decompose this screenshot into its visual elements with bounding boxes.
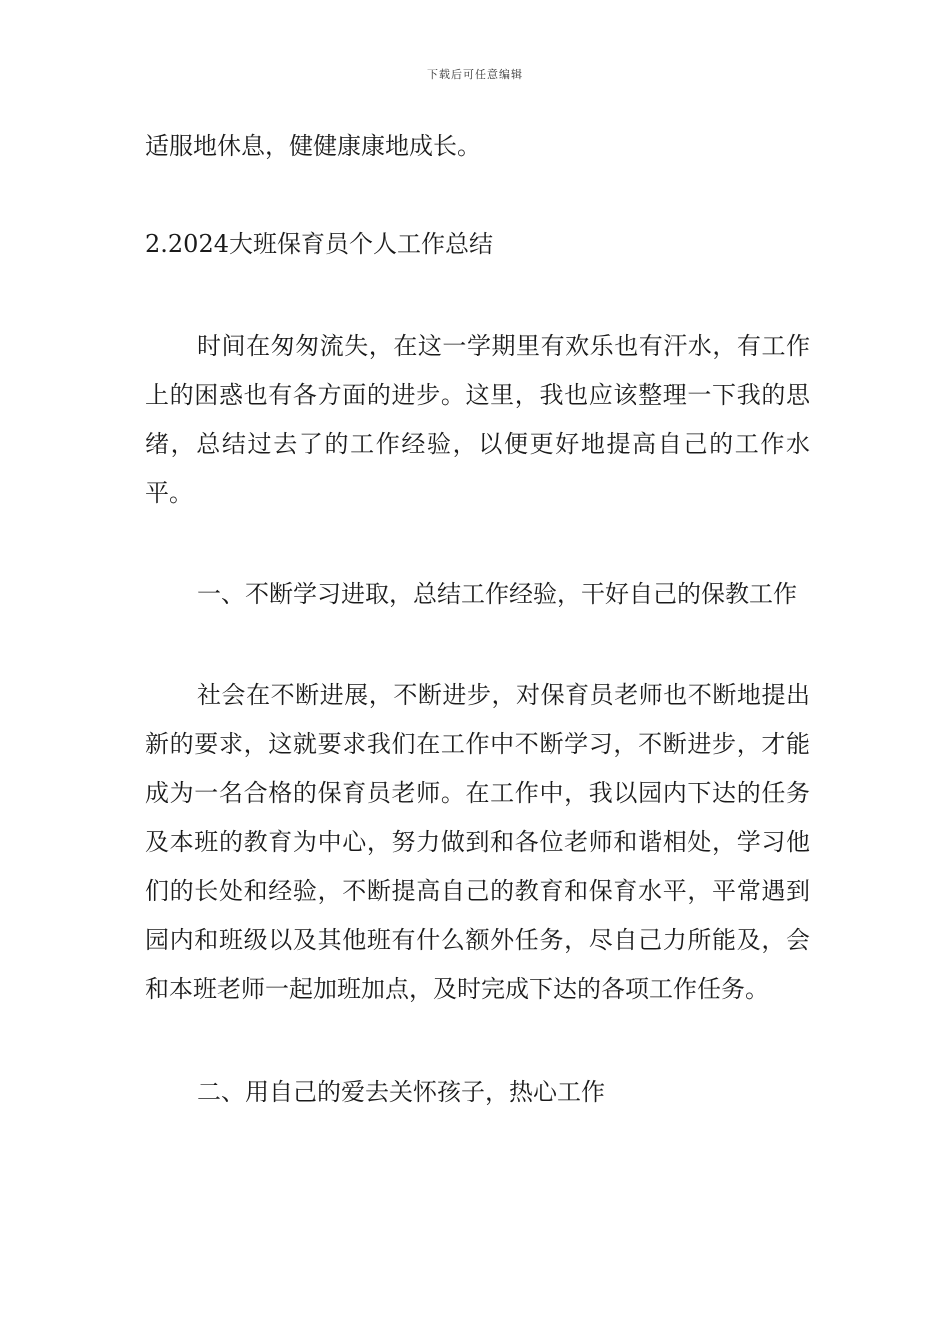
heading-part-one: 一、不断学习进取，总结工作经验，干好自己的保教工作 bbox=[197, 580, 797, 608]
paragraph-continuation: 适服地休息，健健康康地成长。 bbox=[145, 132, 481, 160]
document-body bbox=[145, 122, 810, 1117]
page-header-note: 下载后可任意编辑 bbox=[427, 68, 523, 81]
section-title: 2.2024大班保育员个人工作总结 bbox=[145, 230, 493, 258]
paragraph-intro: 时间在匆匆流失，在这一学期里有欢乐也有汗水，有工作上的困惑也有各方面的进步。这里，我也应该整理一下我的思绪，总结过去了的工作经验，以便更好地提高自己的工作水平。 bbox=[145, 332, 810, 507]
heading-part-two: 二、用自己的爱去关怀孩子，热心工作 bbox=[197, 1078, 605, 1106]
paragraph-part-one-body: 社会在不断进展，不断进步，对保育员老师也不断地提出新的要求，这就要求我们在工作中不断学习，不断进步，才能成为一名合格的保育员老师。在工作中，我以园内下达的任务及本班的教育为中心，努力做到和各位老师和谐相处，学习他们的长处和经验，不断提高自己的教育和保育水平，平常遇到园内和班级以及其他班有什么额外任务，尽自己力所能及，会和本班老师一起加班加点，及时完成下达的各项工作任务。 bbox=[145, 681, 810, 1003]
